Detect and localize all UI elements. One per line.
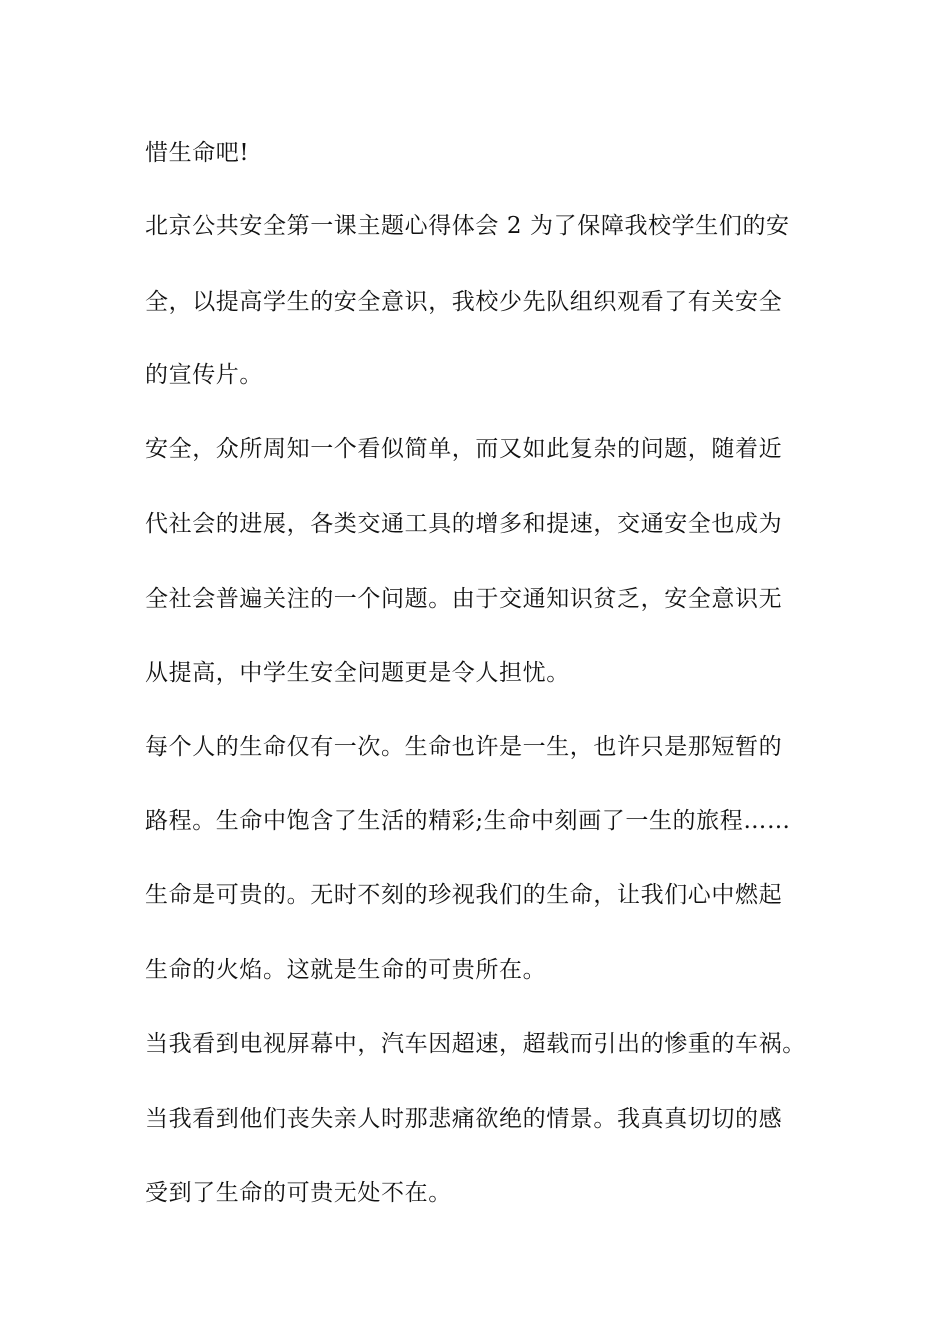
text-line: 路程。生命中饱含了生活的精彩;生命中刻画了一生的旅程…… bbox=[145, 808, 791, 834]
text-line: 全社会普遍关注的一个问题。由于交通知识贫乏，安全意识无 bbox=[145, 586, 783, 612]
text-line: 当我看到他们丧失亲人时那悲痛欲绝的情景。我真真切切的感 bbox=[145, 1106, 783, 1132]
text-line: 生命是可贵的。无时不刻的珍视我们的生命，让我们心中燃起 bbox=[145, 882, 783, 908]
text-line: 每个人的生命仅有一次。生命也许是一生，也许只是那短暂的 bbox=[145, 734, 783, 760]
text-line: 代社会的进展，各类交通工具的增多和提速，交通安全也成为 bbox=[145, 511, 783, 537]
text-line: 生命的火焰。这就是生命的可贵所在。 bbox=[145, 957, 547, 983]
text-line: 惜生命吧! bbox=[145, 140, 250, 166]
text-line: 从提高，中学生安全问题更是令人担忧。 bbox=[145, 660, 570, 686]
text-line: 全，以提高学生的安全意识，我校少先队组织观看了有关安全 bbox=[145, 289, 783, 315]
text-line: 当我看到电视屏幕中，汽车因超速，超载而引出的惨重的车祸。 bbox=[145, 1031, 806, 1057]
text-line: 的宣传片。 bbox=[145, 362, 263, 388]
text-line: 受到了生命的可贵无处不在。 bbox=[145, 1180, 452, 1206]
text-line: 安全，众所周知一个看似简单，而又如此复杂的问题，随着近 bbox=[145, 436, 783, 462]
text-line: 北京公共安全第一课主题心得体会 2 为了保障我校学生们的安 bbox=[145, 213, 790, 239]
